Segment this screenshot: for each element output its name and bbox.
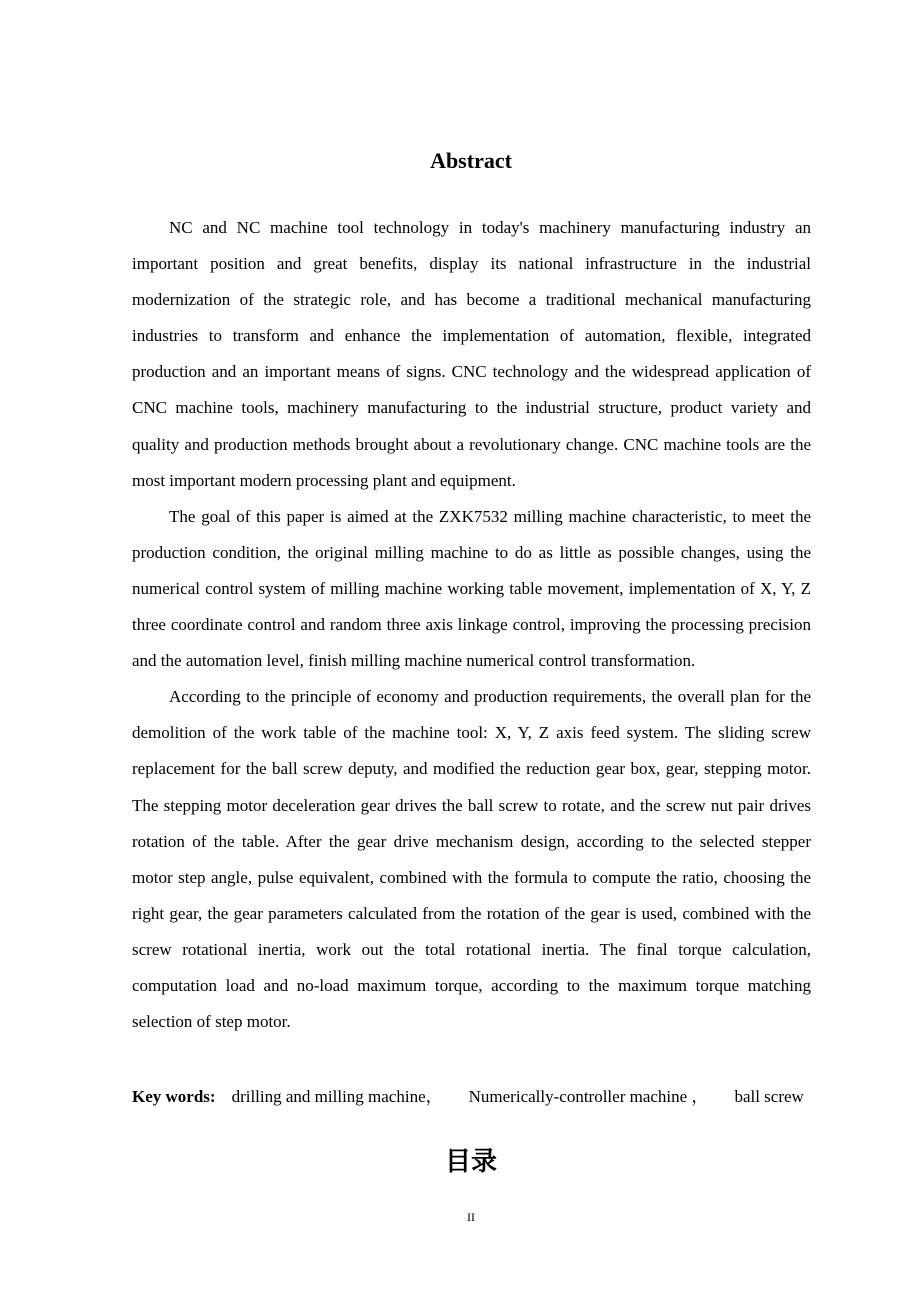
page-number: II	[467, 1210, 475, 1224]
keyword-3: ball screw	[734, 1087, 804, 1106]
abstract-paragraph-3: According to the principle of economy and production requirements, the overall plan for the demolition of the work table of the machine tool: X, Y, Z axis feed system. The sliding screw replacement for the ball screw deputy, and modified the reduction gear box, gear, stepping motor. The stepping motor deceleration gear drives the ball screw to rotate, and the screw nut pair drives rotation of the table. After the gear drive mechanism design, according to the selected stepper motor step angle, pulse equivalent, combined with the formula to compute the ratio, choosing the right gear, the gear parameters calculated from the rotation of the gear is used, combined with the screw rotational inertia, work out the total rotational inertia. The final torque calculation, computation load and no-load maximum torque, according to the maximum torque matching selection of step motor.	[132, 687, 811, 1032]
keyword-1: drilling and milling machine，	[231, 1087, 443, 1106]
abstract-body	[132, 210, 811, 1040]
toc-title: 目录	[444, 1147, 497, 1177]
keyword-2: Numerically-controller machine ，	[468, 1087, 709, 1106]
abstract-title: Abstract	[430, 148, 512, 173]
keywords-label: Key words:	[132, 1087, 216, 1106]
keywords-line	[132, 1079, 852, 1115]
abstract-paragraph-2: The goal of this paper is aimed at the ZXK7532 milling machine characteristic, to meet the production condition, the original milling machine to do as little as possible changes, using the numerical control system of milling machine working table movement, implementation of X, Y, Z three coordinate control and random three axis linkage control, improving the processing precision and the automation level, finish milling machine numerical control transformation.	[132, 506, 811, 671]
abstract-paragraph-1: NC and NC machine tool technology in today's machinery manufacturing industry an important position and great benefits, display its national infrastructure in the industrial modernization of the strategic role, and has become a traditional mechanical manufacturing industries to transform and enhance the implementation of automation, flexible, integrated production and an important means of signs. CNC technology and the widespread application of CNC machine tools, machinery manufacturing to the industrial structure, product variety and quality and production methods brought about a revolutionary change. CNC machine tools are the most important modern processing plant and equipment.	[132, 218, 811, 490]
